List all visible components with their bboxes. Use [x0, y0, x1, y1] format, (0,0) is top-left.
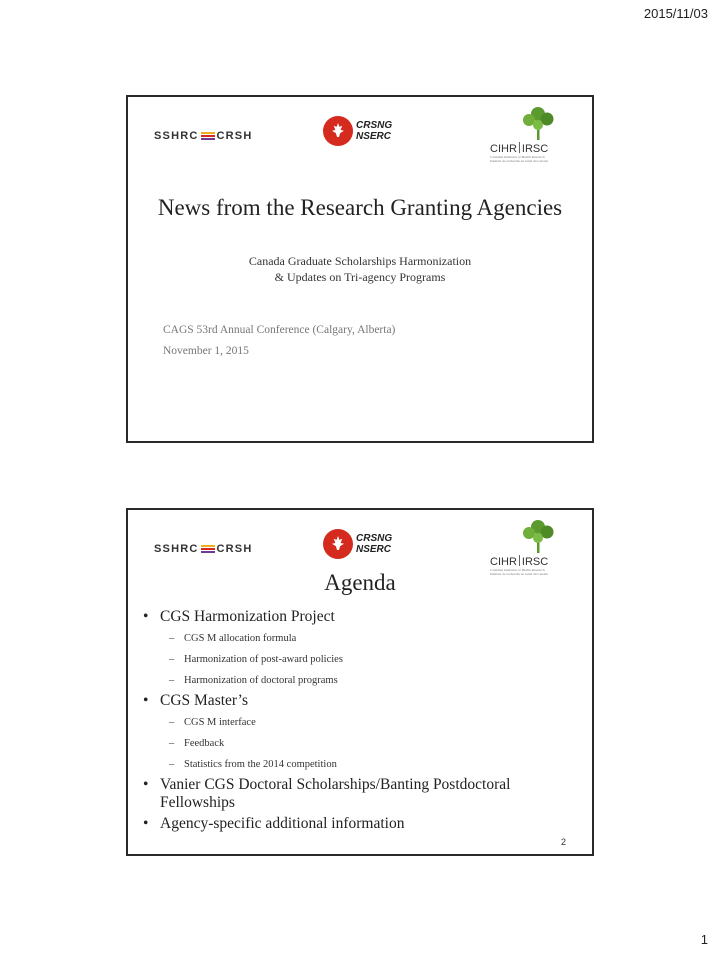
- dash: –: [169, 654, 175, 665]
- event-date: November 1, 2015: [163, 345, 249, 357]
- agenda-subitem: [140, 713, 580, 734]
- agenda-item-label: Agency-specific additional information: [160, 815, 405, 832]
- cihr-fullname-en: Canadian Institutes of Health Research: [490, 568, 545, 572]
- bullet: •: [143, 815, 149, 832]
- agenda-subitem: [140, 629, 580, 650]
- nserc-logo-line1: CRSNG: [356, 533, 393, 544]
- slide-number: 2: [560, 837, 566, 847]
- dash: –: [169, 717, 175, 728]
- agenda-subitem: [140, 671, 580, 692]
- cihr-text-fr: IRSC: [521, 143, 549, 155]
- sshrc-logo-text-right: CRSH: [216, 130, 253, 142]
- sshrc-logo-text-left: SSHRC: [154, 543, 199, 555]
- sshrc-logo: [154, 130, 252, 142]
- sshrc-flag-icon: [201, 132, 215, 141]
- maple-leaf-icon: [323, 529, 353, 559]
- agenda-subitem: [140, 650, 580, 671]
- bullet: •: [143, 692, 149, 709]
- dash: –: [169, 675, 175, 686]
- agenda-item: [140, 692, 580, 710]
- sshrc-logo-text-left: SSHRC: [154, 130, 199, 142]
- cihr-logo: [488, 105, 584, 163]
- nserc-logo-line2: NSERC: [356, 131, 392, 142]
- nserc-logo-line2: NSERC: [356, 544, 392, 555]
- agenda-item-label: Vanier CGS Doctoral Scholarships/Banting Postdoctoral Fellowships: [160, 776, 511, 811]
- page-date: 2015/11/03: [643, 6, 708, 21]
- nserc-logo: [323, 116, 392, 146]
- agenda-title: Agenda: [324, 570, 396, 595]
- cihr-text-en: CIHR: [490, 556, 517, 568]
- agenda-subitem: [140, 734, 580, 755]
- agenda-item: [140, 815, 580, 833]
- cihr-fullname-fr: Instituts de recherche en santé du Canada: [490, 572, 548, 576]
- agenda-item-label: CGS Harmonization Project: [160, 608, 335, 625]
- subtitle-line-1: Canada Graduate Scholarships Harmonization: [248, 254, 472, 268]
- slide-1: [126, 95, 594, 443]
- nserc-logo-line1: CRSNG: [356, 120, 393, 131]
- dash: –: [169, 759, 175, 770]
- cihr-text-fr: IRSC: [521, 556, 549, 568]
- dash: –: [169, 633, 175, 644]
- agenda-subitem-label: Harmonization of doctoral programs: [184, 675, 338, 686]
- agenda-item-label: CGS Master’s: [160, 692, 248, 709]
- agenda-subitem-label: Feedback: [184, 738, 225, 749]
- agenda-subitem-label: CGS M interface: [184, 717, 256, 728]
- agenda-subitem-label: CGS M allocation formula: [184, 633, 297, 644]
- cihr-fullname-en: Canadian Institutes of Health Research: [490, 155, 545, 159]
- agenda-item: [140, 776, 580, 812]
- cihr-text-en: CIHR: [490, 143, 517, 155]
- slide-meta: [163, 320, 395, 362]
- slide-subtitle: [128, 253, 592, 285]
- agenda-subitem-label: Statistics from the 2014 competition: [184, 759, 337, 770]
- slide-2: [126, 508, 594, 856]
- agenda-list: [140, 608, 580, 836]
- maple-leaf-icon: [323, 116, 353, 146]
- sshrc-flag-icon: [201, 545, 215, 554]
- nserc-logo: [323, 529, 392, 559]
- bullet: •: [143, 776, 149, 793]
- subtitle-line-2: & Updates on Tri-agency Programs: [274, 270, 446, 284]
- tree-icon: [518, 105, 558, 141]
- agenda-item: [140, 608, 580, 626]
- sshrc-logo: [154, 543, 252, 555]
- agenda-subitem: [140, 755, 580, 776]
- page-number: 1: [700, 932, 708, 947]
- agenda-subitem-label: Harmonization of post-award policies: [184, 654, 343, 665]
- tree-icon: [518, 518, 558, 554]
- event-name: CAGS 53rd Annual Conference (Calgary, Alberta): [163, 324, 396, 336]
- slide-title: News from the Research Granting Agencies: [157, 195, 563, 220]
- bullet: •: [143, 608, 149, 625]
- dash: –: [169, 738, 175, 749]
- sshrc-logo-text-right: CRSH: [216, 543, 253, 555]
- cihr-logo: [488, 518, 584, 576]
- cihr-fullname-fr: Instituts de recherche en santé du Canada: [490, 159, 548, 163]
